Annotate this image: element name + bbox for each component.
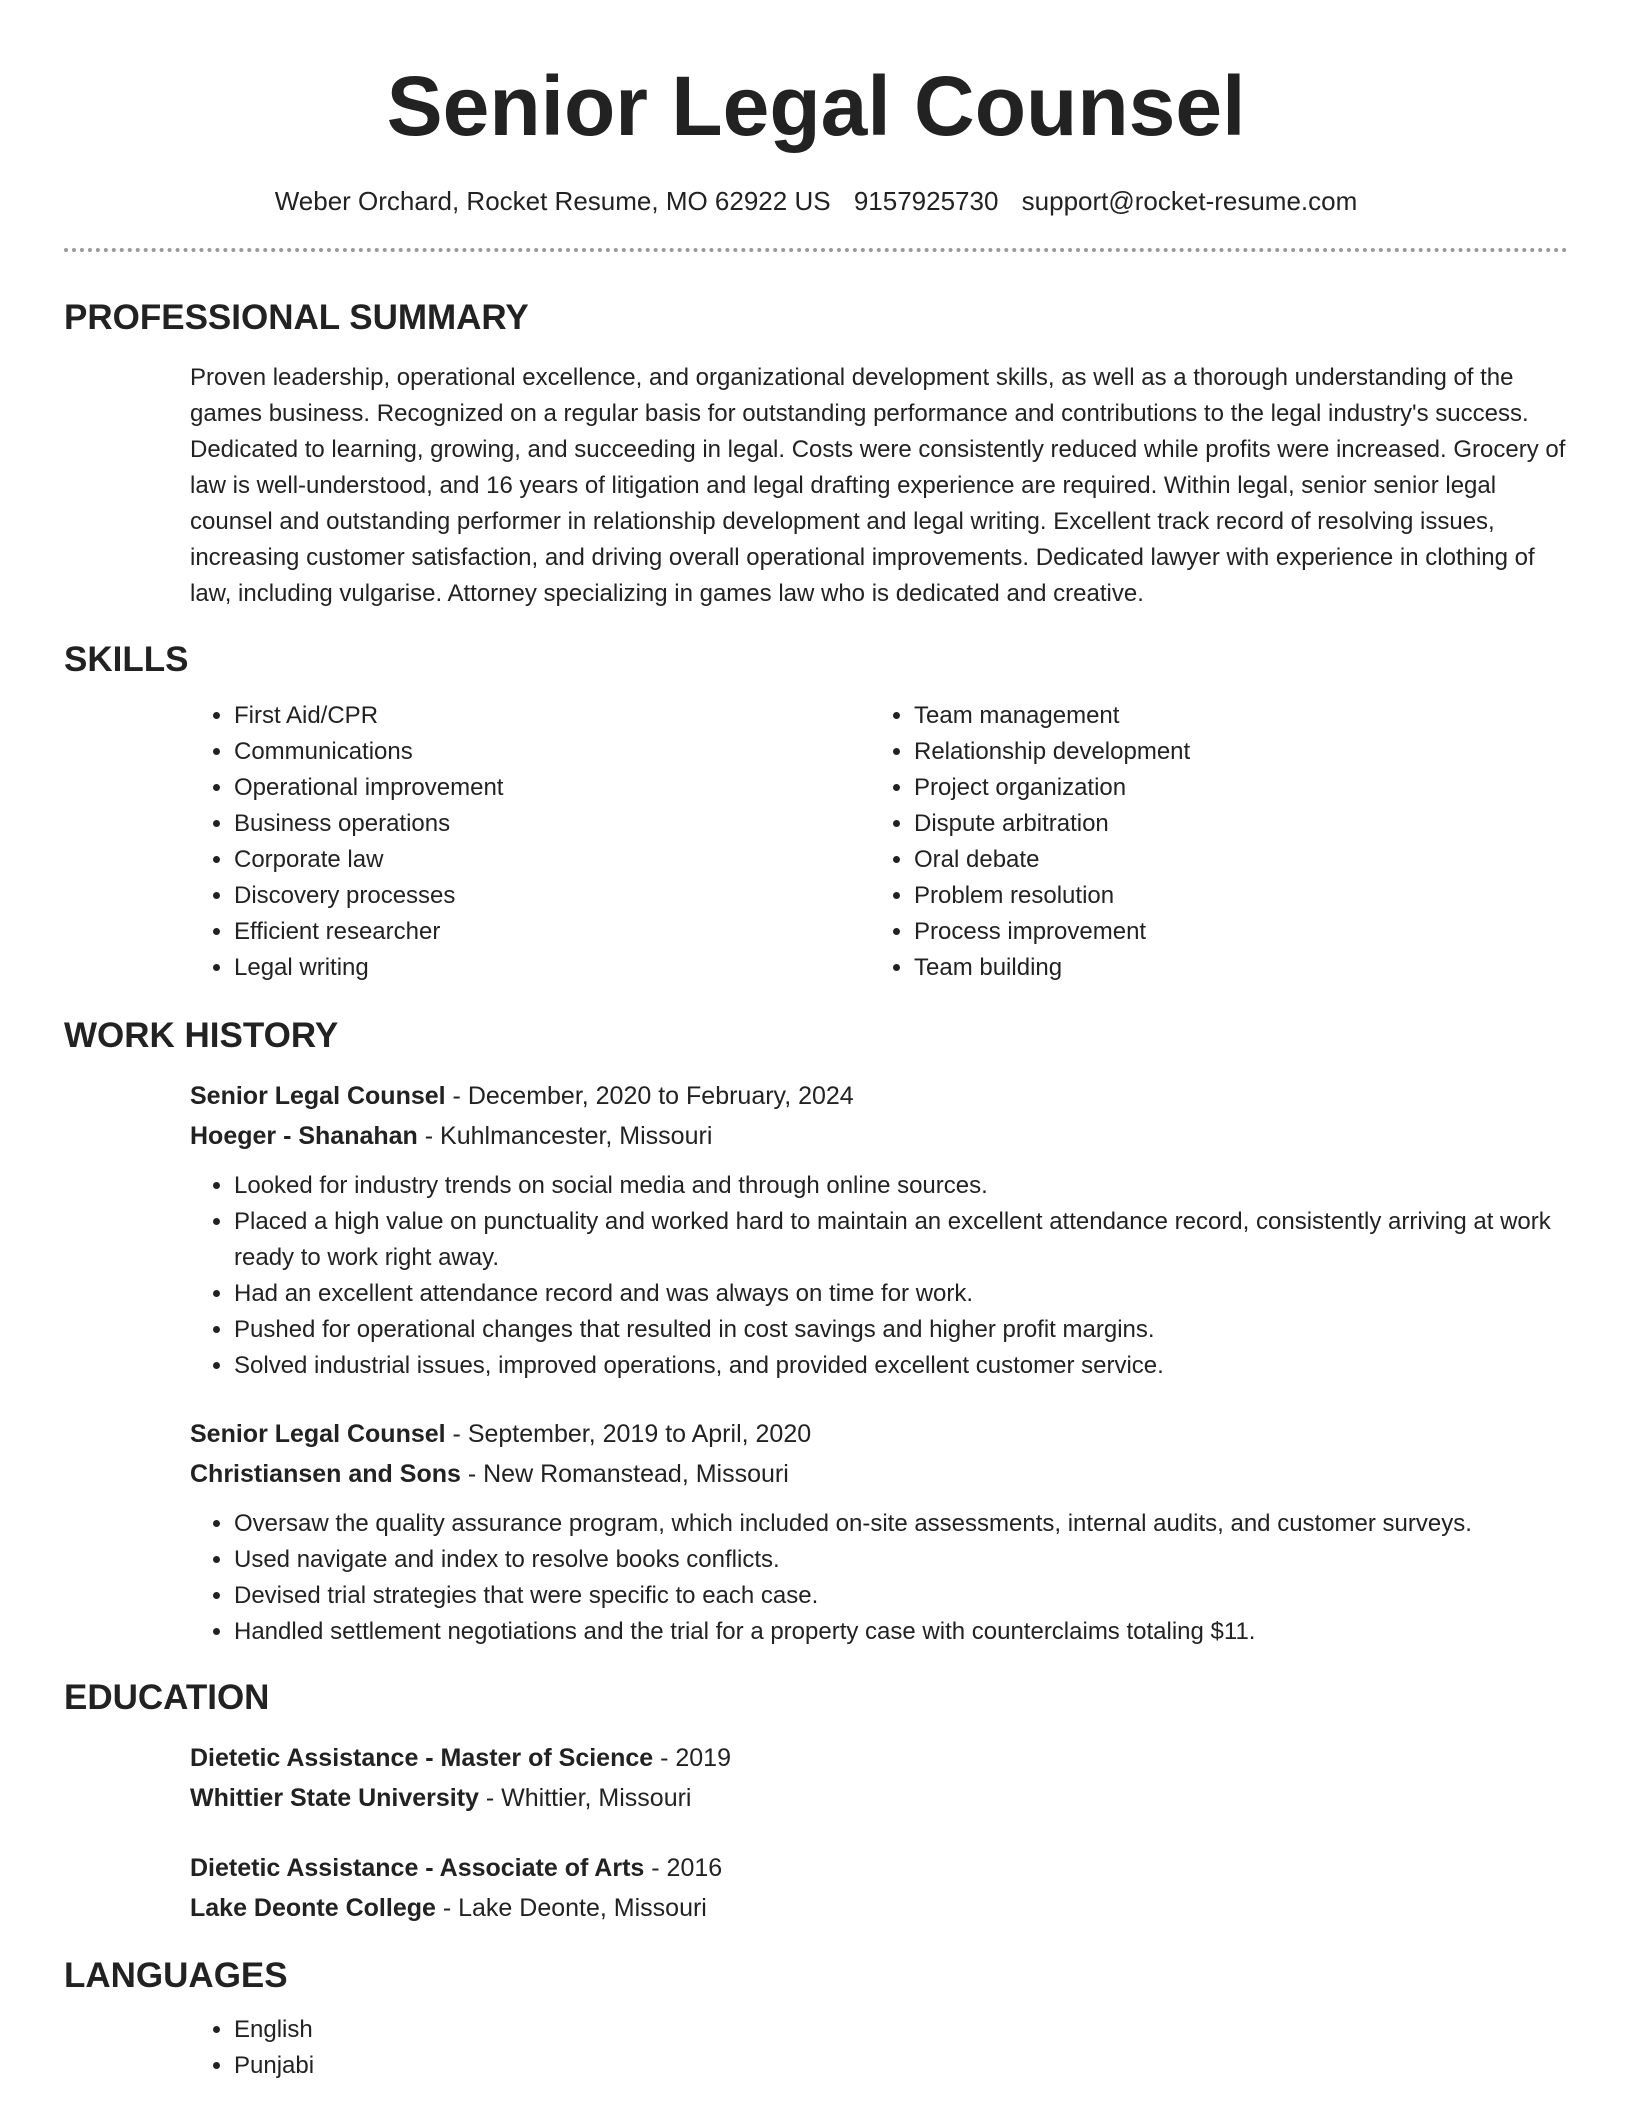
education-body [190,1738,1568,1928]
skill-item: • Team management [914,698,1550,734]
languages-section [64,1954,1568,2084]
job-bullet: • Pushed for operational changes that resulted in cost savings and higher profit margins. [234,1312,1568,1348]
skill-item: • Business operations [234,806,870,842]
job-entry [190,1076,1568,1384]
education-heading: EDUCATION [64,1678,270,1717]
work-section [64,1014,1568,1650]
job-dates: - December, 2020 to February, 2024 [445,1082,854,1110]
skills-body [190,698,1568,986]
contact-info [64,184,1568,218]
languages-body [190,2012,1568,2084]
skills-heading: SKILLS [64,640,189,679]
skill-item: • Team building [914,950,1550,986]
education-section [64,1676,1568,1928]
resume-title: Senior Legal Counsel [386,59,1246,153]
job-company: Hoeger - Shanahan [190,1122,418,1150]
contact-phone: 9157925730 [853,186,999,216]
summary-section [64,296,1568,612]
job-company-line [190,1116,1568,1156]
skill-item: • Efficient researcher [234,914,870,950]
summary-text: Proven leadership, operational excellence, and organizational development skills, as well as a thorough understanding of the games business. Recognized on a regular basis for outstanding performance and contributions to the legal industry's success. Dedicated to learning, growing, and succeeding in legal. Costs were consistently reduced while profits were increased. Grocery of law is well-understood, and 16 years of litigation and legal drafting experience are required. Within legal, senior senior legal counsel and outstanding performer in relationship development and legal writing. Excellent track record of resolving issues, increasing customer satisfaction, and driving overall operational improvements. Dedicated lawyer with experience in clothing of law, including vulgarise. Attorney specializing in games law who is dedicated and creative. [190,364,1566,607]
education-year: - 2016 [644,1854,723,1882]
work-heading: WORK HISTORY [64,1016,339,1055]
job-bullet: • Had an excellent attendance record and was always on time for work. [234,1276,1568,1312]
education-school-line [190,1778,1568,1818]
job-bullets [190,1506,1568,1650]
job-entry [190,1414,1568,1650]
job-bullet: • Looked for industry trends on social media and through online sources. [234,1168,1568,1204]
contact-address: Weber Orchard, Rocket Resume, MO 62922 US [274,186,831,216]
skill-item: • Oral debate [914,842,1550,878]
skills-list-left [190,698,870,986]
skills-grid [190,698,1568,986]
job-bullet: • Placed a high value on punctuality and worked hard to maintain an excellent attendance record, consistently arriving at work ready to work right away. [234,1204,1568,1276]
skill-item: • Operational improvement [234,770,870,806]
work-body [190,1076,1568,1650]
job-company-line [190,1454,1568,1494]
education-degree: Dietetic Assistance - Master of Science [190,1744,654,1772]
job-bullet: • Oversaw the quality assurance program, which included on-site assessments, internal audits, and customer surveys. [234,1506,1568,1542]
job-bullet: • Handled settlement negotiations and the trial for a property case with counterclaims totaling $11. [234,1614,1568,1650]
header-divider [64,248,1568,252]
summary-heading: PROFESSIONAL SUMMARY [64,298,529,337]
education-location: - Lake Deonte, Missouri [435,1894,707,1922]
job-bullet: • Devised trial strategies that were specific to each case. [234,1578,1568,1614]
education-location: - Whittier, Missouri [478,1784,692,1812]
education-degree-line [190,1848,1568,1888]
job-location: - Kuhlmancester, Missouri [417,1122,713,1150]
education-school: Lake Deonte College [190,1894,436,1922]
job-dates: - September, 2019 to April, 2020 [445,1420,812,1448]
contact-email: support@rocket-resume.com [1021,186,1358,216]
education-year: - 2019 [653,1744,731,1772]
education-degree: Dietetic Assistance - Associate of Arts [190,1854,645,1882]
job-title: Senior Legal Counsel [190,1082,446,1110]
job-bullet: • Used navigate and index to resolve books conflicts. [234,1542,1568,1578]
job-bullet: • Solved industrial issues, improved operations, and provided excellent customer service. [234,1348,1568,1384]
skill-item: • Process improvement [914,914,1550,950]
skill-item: • Dispute arbitration [914,806,1550,842]
skill-item: • Discovery processes [234,878,870,914]
language-item: • Punjabi [234,2048,1568,2084]
languages-heading: LANGUAGES [64,1956,288,1995]
skill-item: • Corporate law [234,842,870,878]
education-school-line [190,1888,1568,1928]
skill-item: • Legal writing [234,950,870,986]
job-title: Senior Legal Counsel [190,1420,446,1448]
education-school: Whittier State University [190,1784,479,1812]
skill-item: • Problem resolution [914,878,1550,914]
education-entry [190,1738,1568,1818]
education-entry [190,1848,1568,1928]
skill-item: • Project organization [914,770,1550,806]
languages-list [190,2012,1568,2084]
skill-item: • Communications [234,734,870,770]
skills-list-right [870,698,1550,986]
job-title-line [190,1414,1568,1454]
job-company: Christiansen and Sons [190,1460,461,1488]
education-degree-line [190,1738,1568,1778]
language-item: • English [234,2012,1568,2048]
skill-item: • First Aid/CPR [234,698,870,734]
job-bullets [190,1168,1568,1384]
summary-body [190,360,1568,612]
skills-column-left [190,698,870,986]
job-location: - New Romanstead, Missouri [460,1460,789,1488]
skills-section [64,638,1568,986]
job-title-line [190,1076,1568,1116]
skill-item: • Relationship development [914,734,1550,770]
skills-column-right [870,698,1550,986]
